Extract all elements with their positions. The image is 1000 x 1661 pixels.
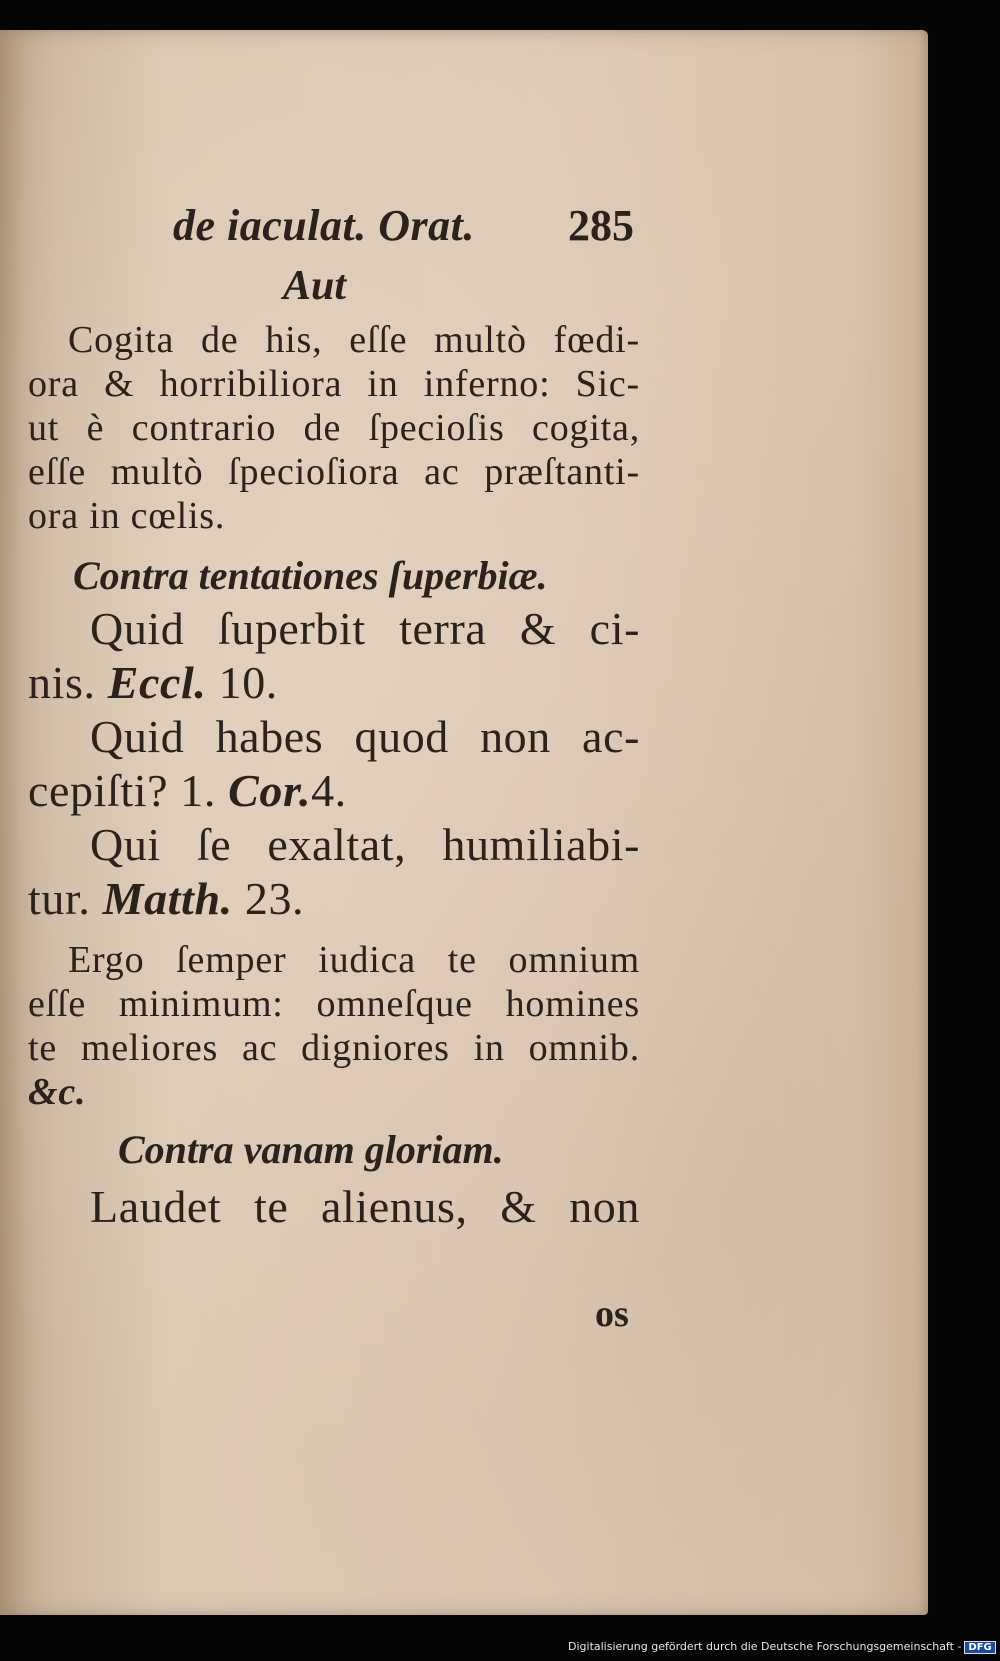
section-heading: Contra tentationes ſuperbiæ. <box>73 553 548 598</box>
catchword: os <box>595 1293 629 1335</box>
verse-text: nis. <box>28 657 96 708</box>
exhortation-line: eſſe minimum: omneſque homines <box>28 983 640 1025</box>
verse-line: Laudet te alienus, & non <box>90 1181 640 1232</box>
verse-ref-line <box>28 764 347 817</box>
footer-credit <box>568 1640 998 1658</box>
verse-line: Quid ſuperbit terra & ci- <box>90 603 640 654</box>
exhortation-line: Ergo ſemper iudica te omnium <box>68 939 640 981</box>
verse-text: tur. <box>28 873 91 924</box>
footer-credit-text: Digitalisierung gefördert durch die Deutsche Forschungsgemeinschaft - <box>568 1640 962 1653</box>
section-heading: Contra vanam gloriam. <box>118 1127 504 1172</box>
exhortation-line: &c. <box>28 1071 87 1113</box>
scripture-number: 10. <box>218 657 278 708</box>
verse-text: cepiſti? <box>28 765 169 816</box>
verse-ref-line <box>28 872 304 925</box>
page-number: 285 <box>568 201 634 250</box>
paragraph-line: ora & horribiliora in inferno: Sic- <box>28 363 640 405</box>
paragraph-line: ut è contrario de ſpecioſis cogita, <box>28 407 640 449</box>
paragraph-line: eſſe multò ſpecioſiora ac præſtanti- <box>28 451 640 493</box>
scripture-prefix: 1. <box>180 765 216 816</box>
scripture-reference: Eccl. <box>107 657 207 708</box>
exhortation-line: te meliores ac digniores in omnib. <box>28 1027 640 1069</box>
running-head: de iaculat. Orat. <box>173 201 475 250</box>
scripture-number: 4. <box>311 765 347 816</box>
verse-line: Qui ſe exaltat, humiliabi- <box>90 819 640 870</box>
scripture-reference: Matth. <box>102 873 233 924</box>
verse-line: Quid habes quod non ac- <box>90 711 640 762</box>
verse-ref-line <box>28 656 278 709</box>
dfg-logo: DFG <box>964 1641 995 1654</box>
book-page <box>0 30 928 1615</box>
scripture-number: 23. <box>244 873 305 924</box>
section-word: Aut <box>283 263 347 309</box>
paragraph-line: ora in cœlis. <box>28 495 226 537</box>
paragraph-line: Cogita de his, eſſe multò fœdi- <box>68 319 640 361</box>
scripture-reference: Cor. <box>228 765 312 816</box>
